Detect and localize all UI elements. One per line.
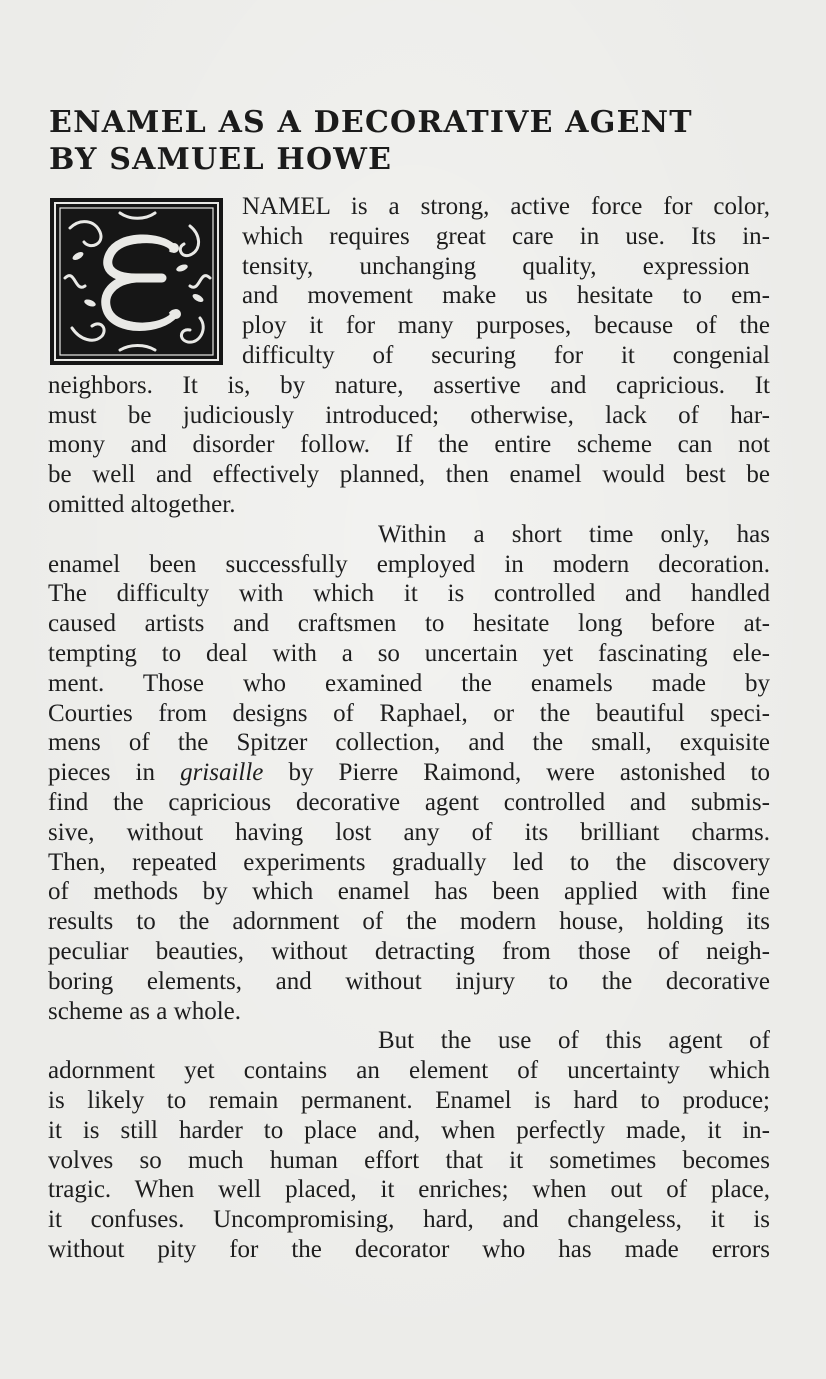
text-line: and movement make us hesitate to em- bbox=[242, 282, 770, 310]
text-line: sive, without having lost any of its brilliant charms. bbox=[48, 818, 770, 846]
paragraph-start-line: But the use of this agent of bbox=[378, 1027, 770, 1055]
text-line: caused artists and craftsmen to hesitate long before at- bbox=[48, 610, 770, 638]
article-body bbox=[48, 192, 770, 1265]
text-line: The difficulty with which it is controlled and handled bbox=[48, 580, 770, 608]
text-line: tragic. When well placed, it enriches; when out of place, bbox=[48, 1176, 770, 1204]
text-line: is likely to remain permanent. Enamel is hard to produce; bbox=[48, 1086, 770, 1114]
text-line: without pity for the decorator who has made errors bbox=[48, 1235, 770, 1263]
text-line-with-italic bbox=[48, 758, 770, 788]
text-run: pieces in bbox=[48, 759, 181, 787]
text-line: scheme as a whole. bbox=[48, 997, 241, 1025]
text-run: by Pierre Raimond, were astonished to bbox=[263, 759, 770, 787]
text-line: tensity, unchanging quality, expression bbox=[242, 252, 750, 280]
text-line: results to the adornment of the modern house, holding its bbox=[48, 908, 770, 936]
text-line: be well and effectively planned, then enamel would best be bbox=[48, 461, 770, 489]
text-line: neighbors. It is, by nature, assertive and capricious. It bbox=[48, 371, 770, 399]
text-line: NAMEL is a strong, active force for color, bbox=[242, 193, 770, 220]
text-line: mony and disorder follow. If the entire scheme can not bbox=[48, 431, 770, 459]
text-line: Courties from designs of Raphael, or the beautiful speci- bbox=[48, 699, 770, 727]
text-line: must be judiciously introduced; otherwise, lack of har- bbox=[48, 401, 770, 429]
text-line: omitted altogether. bbox=[48, 490, 236, 518]
text-line: which requires great care in use. Its in- bbox=[242, 222, 770, 250]
article-byline: BY SAMUEL HOWE bbox=[49, 142, 393, 177]
text-line: Then, repeated experiments gradually led to the discovery bbox=[48, 848, 770, 876]
text-line: mens of the Spitzer collection, and the small, exquisite bbox=[48, 729, 770, 757]
text-line: of methods by which enamel has been applied with fine bbox=[48, 878, 770, 906]
text-line: boring elements, and without injury to the decorative bbox=[48, 967, 770, 995]
article-title: ENAMEL AS A DECORATIVE AGENT bbox=[49, 105, 693, 140]
text-line: it confuses. Uncompromising, hard, and changeless, it is bbox=[48, 1206, 770, 1234]
text-line: find the capricious decorative agent controlled and submis- bbox=[48, 788, 770, 816]
text-line: ment. Those who examined the enamels made by bbox=[48, 669, 770, 697]
text-line: ploy it for many purposes, because of the bbox=[242, 312, 770, 340]
italic-term: grisaille bbox=[180, 759, 264, 787]
text-line: difficulty of securing for it congenial bbox=[242, 341, 770, 369]
text-line: peculiar beauties, without detracting from those of neigh- bbox=[48, 937, 770, 965]
text-line: adornment yet contains an element of uncertainty which bbox=[48, 1057, 770, 1085]
text-line: tempting to deal with a so uncertain yet fascinating ele- bbox=[48, 639, 770, 667]
text-line: volves so much human effort that it sometimes becomes bbox=[48, 1146, 770, 1174]
article-heading bbox=[49, 104, 779, 178]
text-line: it is still harder to place and, when perfectly made, it in- bbox=[48, 1116, 770, 1144]
text-line: enamel been successfully employed in modern decoration. bbox=[48, 550, 770, 578]
paragraph-start-line: Within a short time only, has bbox=[378, 520, 770, 548]
